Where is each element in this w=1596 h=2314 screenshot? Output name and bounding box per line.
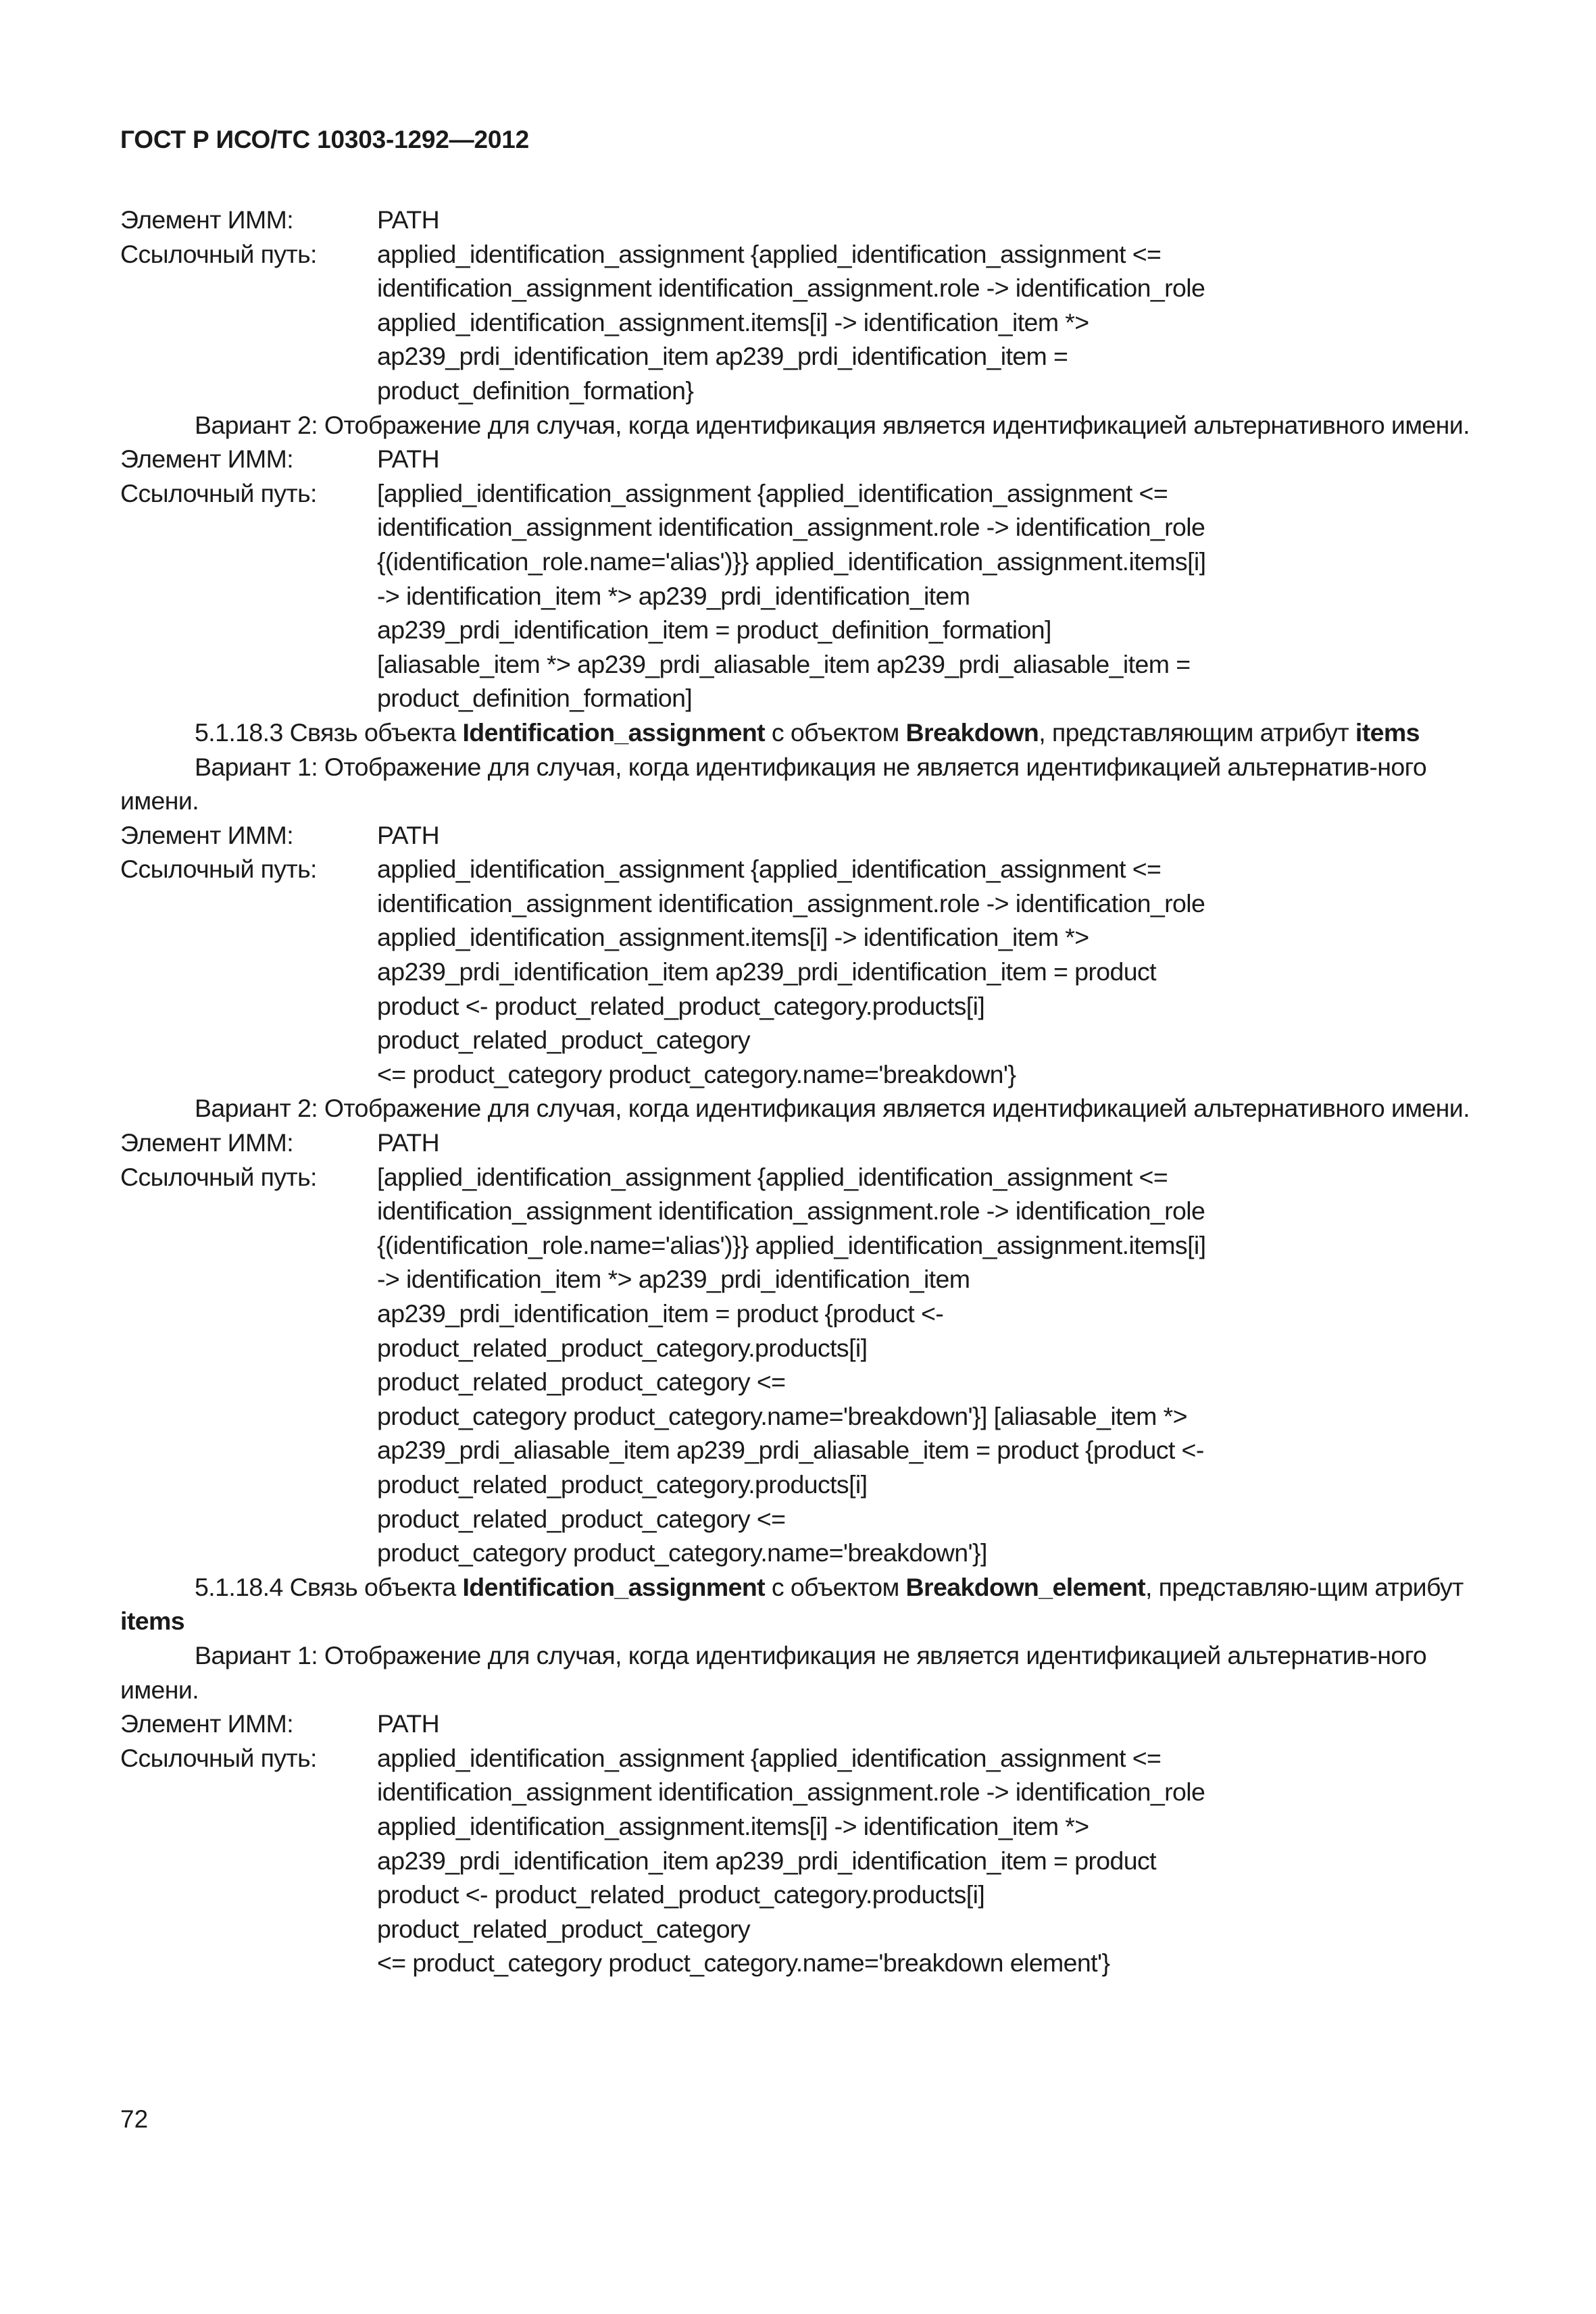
document-header: ГОСТ Р ИСО/ТС 10303-1292—2012 — [120, 126, 529, 153]
path-line: applied_identification_assignment.items[i] -> identification_item *> — [377, 1811, 1089, 1840]
ref-path-label: Ссылочный путь: — [120, 1743, 317, 1772]
page-number: 72 — [120, 2105, 149, 2133]
attribute-name: items — [120, 1607, 184, 1636]
ref-path-label: Ссылочный путь: — [120, 478, 317, 507]
ref-path-label: Ссылочный путь: — [120, 1162, 317, 1191]
entity-name: Breakdown — [905, 718, 1039, 747]
element-label: Элемент ИММ: — [120, 820, 294, 849]
path-line: product_related_product_category <= — [377, 1367, 786, 1397]
mapping-element-row — [120, 203, 1489, 237]
path-line: applied_identification_assignment {applied_identification_assignment <= — [377, 239, 1162, 268]
path-line: ap239_prdi_identification_item ap239_prdi_identification_item = product — [377, 1846, 1157, 1875]
mapping-element-row — [120, 442, 1489, 476]
path-line: identification_assignment identification_assignment.role -> identification_role — [377, 513, 1205, 542]
mapping-path-row — [120, 237, 1489, 408]
path-line: <= product_category product_category.name='breakdown'} — [377, 1059, 1016, 1088]
path-line: applied_identification_assignment {applied_identification_assignment <= — [377, 855, 1162, 884]
path-line: {(identification_role.name='alias')}} applied_identification_assignment.items[i] — [377, 1230, 1206, 1259]
ref-path-value — [377, 852, 1489, 1091]
ref-path-value — [377, 476, 1489, 715]
section-number: 5.1.18.4 — [195, 1572, 283, 1601]
ref-path-value — [377, 1741, 1489, 1980]
section-text: Связь объекта — [289, 1572, 456, 1601]
path-line: <= product_category product_category.name='breakdown element'} — [377, 1948, 1110, 1978]
path-line: -> identification_item *> ap239_prdi_identification_item — [377, 1265, 970, 1294]
element-value: PATH — [377, 1709, 440, 1738]
variant-paragraph: Вариант 1: Отображение для случая, когда идентификация не является идентификацией альтернатив-ного имени. — [120, 752, 1427, 815]
path-line: product_related_product_category.products[i] — [377, 1469, 868, 1499]
variant-paragraph: Вариант 2: Отображение для случая, когда идентификация является идентификацией альтернативного имени. — [195, 1094, 1470, 1123]
section-number: 5.1.18.3 — [195, 718, 283, 747]
mapping-element-row — [120, 1126, 1489, 1160]
path-line: identification_assignment identification_assignment.role -> identification_role — [377, 1778, 1205, 1807]
element-label: Элемент ИММ: — [120, 445, 294, 474]
path-line: [applied_identification_assignment {applied_identification_assignment <= — [377, 1162, 1168, 1191]
entity-name: Identification_assignment — [462, 718, 766, 747]
document-body — [120, 203, 1489, 1980]
section-text: , представляющим атрибут — [1039, 718, 1349, 747]
element-label: Элемент ИММ: — [120, 1128, 294, 1157]
path-line: identification_assignment identification_assignment.role -> identification_role — [377, 888, 1205, 917]
mapping-element-row — [120, 818, 1489, 853]
path-line: applied_identification_assignment.items[i] -> identification_item *> — [377, 307, 1089, 336]
path-line: ap239_prdi_identification_item = product {product <- — [377, 1299, 944, 1328]
path-line: ap239_prdi_aliasable_item ap239_prdi_aliasable_item = product {product <- — [377, 1436, 1204, 1465]
ref-path-value — [377, 237, 1489, 408]
mapping-path-row — [120, 476, 1489, 715]
path-line: [aliasable_item *> ap239_prdi_aliasable_item ap239_prdi_aliasable_item = — [377, 649, 1191, 678]
mapping-path-row — [120, 1741, 1489, 1980]
mapping-element-row — [120, 1707, 1489, 1741]
path-line: product_definition_formation] — [377, 684, 693, 713]
ref-path-label: Ссылочный путь: — [120, 239, 317, 268]
path-line: [applied_identification_assignment {applied_identification_assignment <= — [377, 478, 1168, 507]
section-heading — [120, 715, 1489, 750]
path-line: product_related_product_category <= — [377, 1504, 786, 1533]
section-heading — [120, 1570, 1489, 1638]
element-value: PATH — [377, 205, 440, 234]
element-value: PATH — [377, 820, 440, 849]
path-line: product_related_product_category — [377, 1026, 751, 1055]
path-line: ap239_prdi_identification_item = product_definition_formation] — [377, 615, 1051, 645]
path-line: ap239_prdi_identification_item ap239_prdi_identification_item = product — [377, 957, 1157, 986]
mapping-path-row — [120, 1160, 1489, 1570]
ref-path-label: Ссылочный путь: — [120, 855, 317, 884]
section-text: , представляю-щим атрибут — [1145, 1572, 1464, 1601]
attribute-name: items — [1355, 718, 1420, 747]
variant-paragraph: Вариант 1: Отображение для случая, когда идентификация не является идентификацией альтернатив-ного имени. — [120, 1640, 1427, 1704]
path-line: product_definition_formation} — [377, 376, 694, 405]
entity-name: Breakdown_element — [905, 1572, 1146, 1601]
path-line: product <- product_related_product_category.products[i] — [377, 991, 985, 1020]
path-line: product_category product_category.name='breakdown'}] [aliasable_item *> — [377, 1401, 1187, 1430]
path-line: product_category product_category.name='breakdown'}] — [377, 1538, 987, 1567]
path-line: ap239_prdi_identification_item ap239_prdi_identification_item = — [377, 342, 1068, 371]
element-label: Элемент ИММ: — [120, 1709, 294, 1738]
section-text: с объектом — [771, 718, 899, 747]
mapping-path-row — [120, 852, 1489, 1091]
path-line: product <- product_related_product_category.products[i] — [377, 1880, 985, 1909]
path-line: identification_assignment identification_assignment.role -> identification_role — [377, 274, 1205, 303]
path-line: applied_identification_assignment {applied_identification_assignment <= — [377, 1743, 1162, 1772]
path-line: applied_identification_assignment.items[i] -> identification_item *> — [377, 923, 1089, 952]
ref-path-value — [377, 1160, 1489, 1570]
path-line: {(identification_role.name='alias')}} applied_identification_assignment.items[i] — [377, 547, 1206, 576]
path-line: product_related_product_category — [377, 1914, 751, 1943]
path-line: identification_assignment identification_assignment.role -> identification_role — [377, 1197, 1205, 1226]
path-line: product_related_product_category.products[i] — [377, 1333, 868, 1362]
element-value: PATH — [377, 1128, 440, 1157]
variant-paragraph: Вариант 2: Отображение для случая, когда идентификация является идентификацией альтернативного имени. — [195, 410, 1470, 439]
section-text: с объектом — [771, 1572, 899, 1601]
element-value: PATH — [377, 445, 440, 474]
path-line: -> identification_item *> ap239_prdi_identification_item — [377, 581, 970, 610]
entity-name: Identification_assignment — [462, 1572, 766, 1601]
section-text: Связь объекта — [289, 718, 456, 747]
element-label: Элемент ИММ: — [120, 205, 294, 234]
